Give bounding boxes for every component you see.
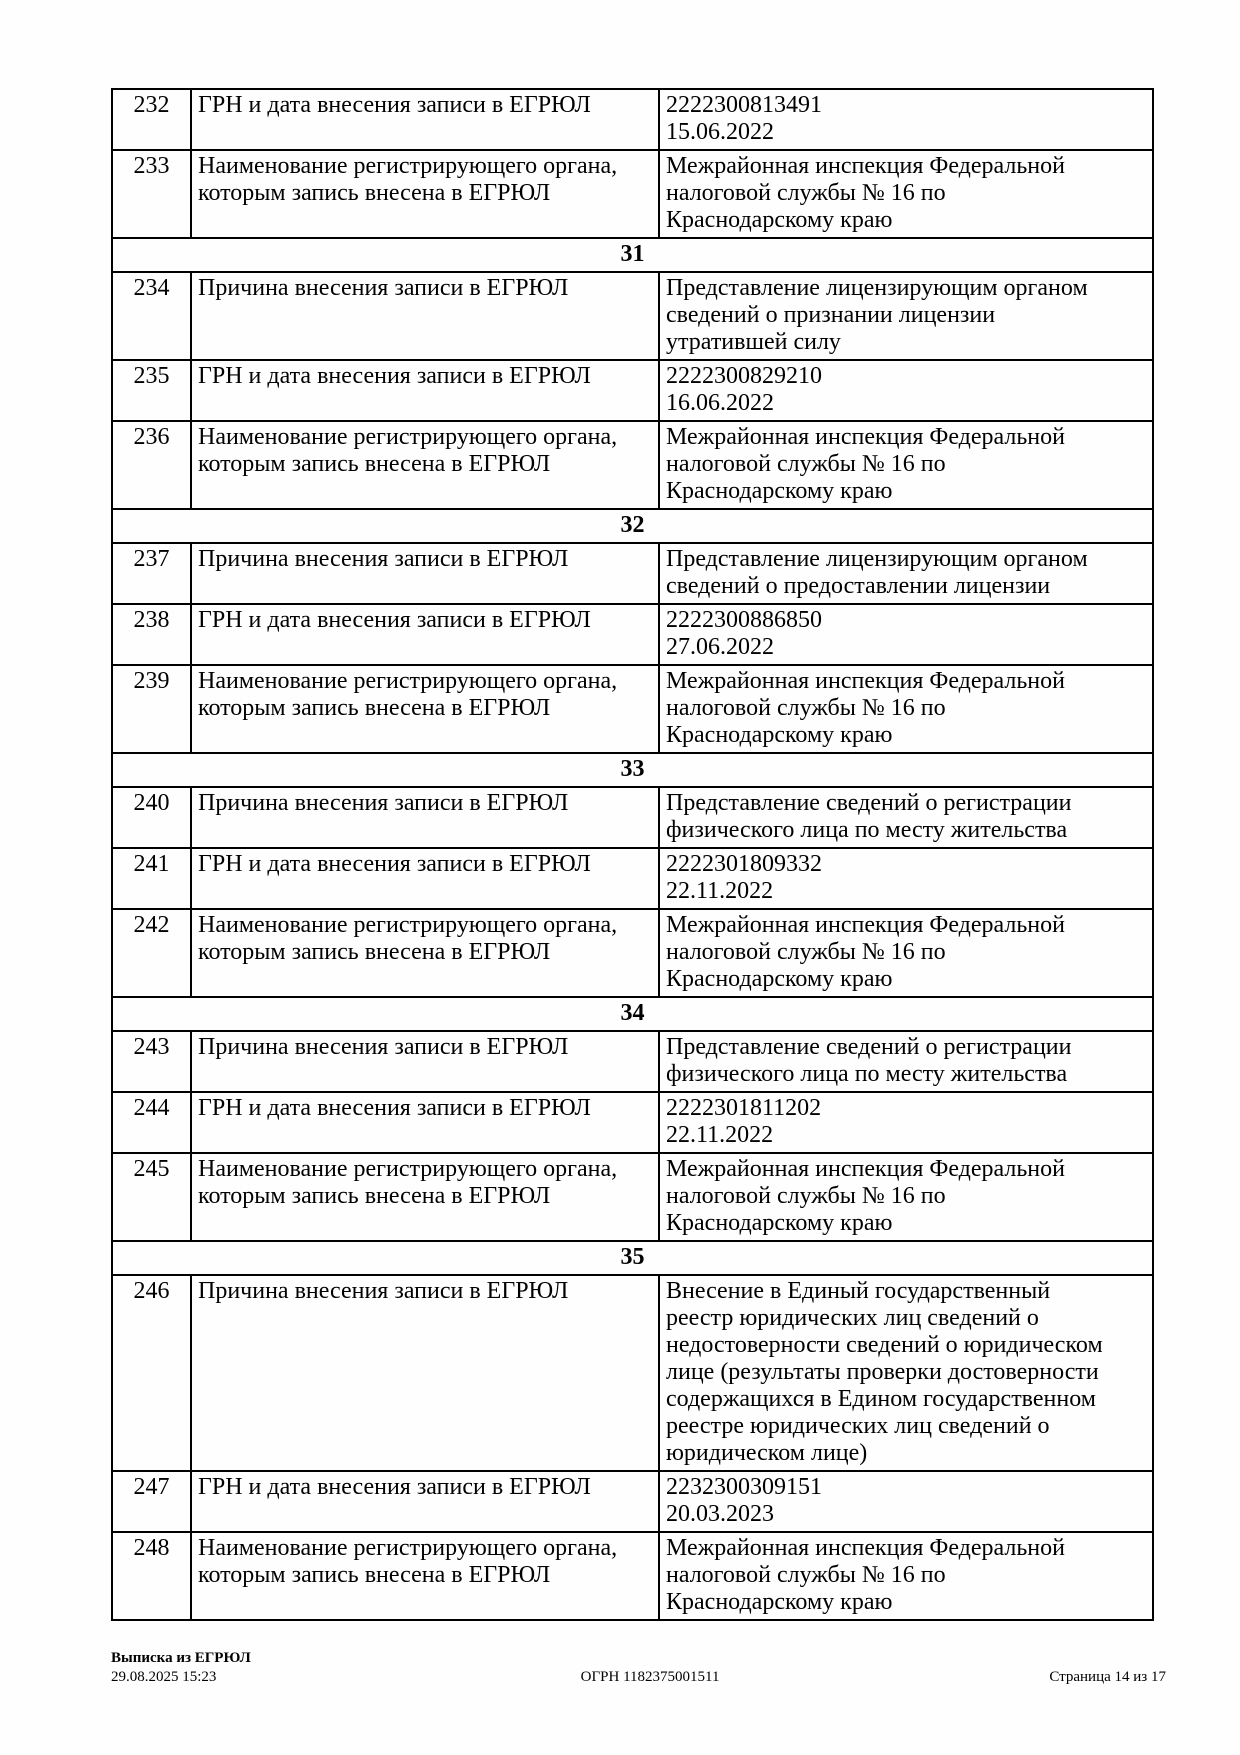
row-label: Причина внесения записи в ЕГРЮЛ [191,1275,659,1471]
row-number: 248 [112,1532,191,1620]
row-value: Представление сведений о регистрации физического лица по месту жительства [659,1031,1153,1092]
footer-page-number: Страница 14 из 17 [1049,1669,1166,1685]
table-row [112,909,1153,997]
row-value: 2232300309151 20.03.2023 [659,1471,1153,1532]
row-value: 2222300886850 27.06.2022 [659,604,1153,665]
row-label: Причина внесения записи в ЕГРЮЛ [191,272,659,360]
section-number: 31 [112,238,1153,272]
row-value: Межрайонная инспекция Федеральной налоговой службы № 16 по Краснодарскому краю [659,421,1153,509]
row-number: 233 [112,150,191,238]
row-number: 237 [112,543,191,604]
row-number: 236 [112,421,191,509]
page-footer [111,1649,1166,1687]
row-number: 241 [112,848,191,909]
row-label: Наименование регистрирующего органа, которым запись внесена в ЕГРЮЛ [191,665,659,753]
row-value: Межрайонная инспекция Федеральной налоговой службы № 16 по Краснодарскому краю [659,909,1153,997]
row-value: 2222301809332 22.11.2022 [659,848,1153,909]
table-row [112,272,1153,360]
footer-left-block [111,1649,251,1687]
egrul-records-table [111,88,1154,1621]
section-row [112,753,1153,787]
section-row [112,997,1153,1031]
row-value: Межрайонная инспекция Федеральной налоговой службы № 16 по Краснодарскому краю [659,150,1153,238]
row-label: ГРН и дата внесения записи в ЕГРЮЛ [191,1092,659,1153]
table-body [112,89,1153,1620]
section-number: 32 [112,509,1153,543]
table-row [112,604,1153,665]
section-number: 35 [112,1241,1153,1275]
table-row [112,543,1153,604]
row-number: 240 [112,787,191,848]
row-label: ГРН и дата внесения записи в ЕГРЮЛ [191,604,659,665]
table-row [112,1031,1153,1092]
row-number: 235 [112,360,191,421]
table-row [112,1092,1153,1153]
row-number: 234 [112,272,191,360]
row-label: ГРН и дата внесения записи в ЕГРЮЛ [191,1471,659,1532]
row-number: 244 [112,1092,191,1153]
row-label: Наименование регистрирующего органа, которым запись внесена в ЕГРЮЛ [191,1153,659,1241]
row-label: ГРН и дата внесения записи в ЕГРЮЛ [191,89,659,150]
row-value: Внесение в Единый государственный реестр юридических лиц сведений о недостоверности сведений о юридическом лице (результаты проверки достоверности содержащихся в Едином государственном реестре юридических лиц сведений о юридическом лице) [659,1275,1153,1471]
row-label: Наименование регистрирующего органа, которым запись внесена в ЕГРЮЛ [191,421,659,509]
row-label: Причина внесения записи в ЕГРЮЛ [191,543,659,604]
row-label: Причина внесения записи в ЕГРЮЛ [191,787,659,848]
table-row [112,360,1153,421]
row-value: 2222301811202 22.11.2022 [659,1092,1153,1153]
row-number: 239 [112,665,191,753]
table-row [112,1153,1153,1241]
table-row [112,421,1153,509]
table-row [112,787,1153,848]
table-row [112,89,1153,150]
row-value: Межрайонная инспекция Федеральной налоговой службы № 16 по Краснодарскому краю [659,1153,1153,1241]
row-number: 246 [112,1275,191,1471]
table-row [112,150,1153,238]
row-value: Представление лицензирующим органом сведений о предоставлении лицензии [659,543,1153,604]
section-row [112,1241,1153,1275]
footer-datetime: 29.08.2025 15:23 [111,1669,217,1685]
table-row [112,1275,1153,1471]
row-label: Причина внесения записи в ЕГРЮЛ [191,1031,659,1092]
section-row [112,238,1153,272]
table-row [112,665,1153,753]
row-value: 2222300813491 15.06.2022 [659,89,1153,150]
row-value: Представление лицензирующим органом сведений о признании лицензии утратившей силу [659,272,1153,360]
row-number: 247 [112,1471,191,1532]
row-label: ГРН и дата внесения записи в ЕГРЮЛ [191,360,659,421]
footer-ogrn: ОГРН 1182375001511 [580,1669,720,1685]
row-label: Наименование регистрирующего органа, которым запись внесена в ЕГРЮЛ [191,150,659,238]
section-number: 33 [112,753,1153,787]
row-number: 232 [112,89,191,150]
row-value: Представление сведений о регистрации физического лица по месту жительства [659,787,1153,848]
row-label: ГРН и дата внесения записи в ЕГРЮЛ [191,848,659,909]
table-row [112,1471,1153,1532]
table-row [112,848,1153,909]
row-number: 243 [112,1031,191,1092]
table-row [112,1532,1153,1620]
row-label: Наименование регистрирующего органа, которым запись внесена в ЕГРЮЛ [191,1532,659,1620]
row-label: Наименование регистрирующего органа, которым запись внесена в ЕГРЮЛ [191,909,659,997]
row-value: Межрайонная инспекция Федеральной налоговой службы № 16 по Краснодарскому краю [659,665,1153,753]
row-number: 238 [112,604,191,665]
row-number: 245 [112,1153,191,1241]
footer-doc-type: Выписка из ЕГРЮЛ [111,1650,251,1666]
section-number: 34 [112,997,1153,1031]
section-row [112,509,1153,543]
row-value: 2222300829210 16.06.2022 [659,360,1153,421]
row-number: 242 [112,909,191,997]
row-value: Межрайонная инспекция Федеральной налоговой службы № 16 по Краснодарскому краю [659,1532,1153,1620]
